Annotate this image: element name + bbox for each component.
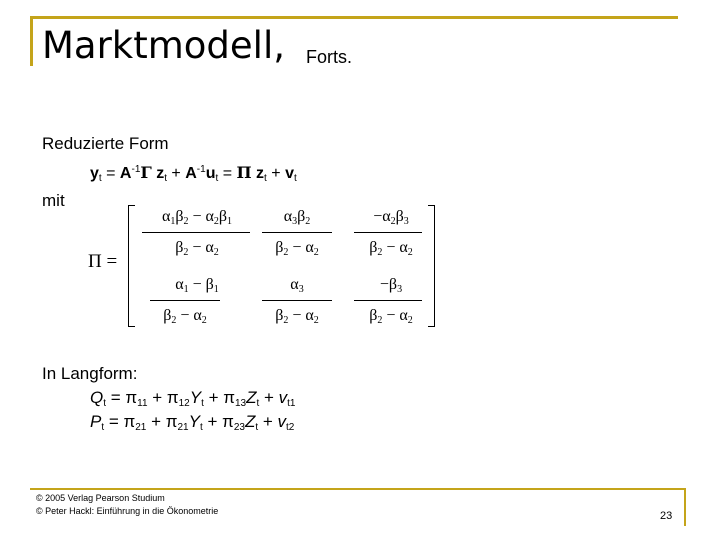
matrix-cell-1-2-denominator: $\beta_2 - \alpha_2$ bbox=[275, 239, 319, 258]
frame-right-line bbox=[684, 488, 686, 526]
frame-bottom-line bbox=[30, 488, 686, 490]
matrix-cell-2-2-numerator: $\alpha_3$ bbox=[290, 276, 304, 295]
matrix-cell-2-3-numerator: $-\beta_3$ bbox=[379, 276, 403, 295]
matrix-cell-2-3-fraction-line bbox=[354, 300, 422, 301]
matrix-cell-1-1-fraction-line bbox=[142, 232, 250, 233]
matrix-cell-1-3-fraction-line bbox=[354, 232, 422, 233]
frame-left-line bbox=[30, 16, 33, 66]
matrix-cell-1-1-numerator: $\alpha_1\beta_2 - \alpha_2\beta_1$ bbox=[161, 208, 233, 227]
reduced-form-label: Reduzierte Form bbox=[42, 134, 169, 153]
footer-copyright-author: © Peter Hackl: Einführung in die Ökonometrie bbox=[36, 506, 219, 516]
slide-title: Marktmodell, bbox=[42, 24, 285, 67]
matrix-cell-1-1-denominator: $\beta_2 - \alpha_2$ bbox=[175, 239, 219, 258]
matrix-cell-1-3-numerator: $-\alpha_2\beta_3$ bbox=[373, 208, 409, 227]
matrix-cell-1-2-fraction-line bbox=[262, 232, 332, 233]
footer-copyright-publisher: © 2005 Verlag Pearson Studium bbox=[36, 493, 165, 503]
slide-subtitle: Forts. bbox=[306, 47, 353, 67]
page-number: 23 bbox=[660, 510, 673, 522]
reduced-form-equation: $y_t = A^{-1}\Gamma$ $z_t + A^{-1}u_t = \Pi$ $z_t + v_t$ bbox=[90, 163, 297, 184]
matrix-cell-2-2-denominator: $\beta_2 - \alpha_2$ bbox=[275, 307, 319, 326]
langform-label: In Langform: bbox=[42, 364, 138, 383]
matrix-cell-2-3-denominator: $\beta_2 - \alpha_2$ bbox=[369, 307, 413, 326]
matrix-cell-1-2-numerator: $\alpha_3\beta_2$ bbox=[283, 208, 311, 227]
frame-top-line bbox=[30, 16, 678, 19]
matrix-cell-2-1-fraction-line bbox=[150, 300, 220, 301]
matrix-cell-2-1-numerator: $\alpha_1 - \beta_1$ bbox=[175, 276, 219, 295]
matrix-cell-2-2-fraction-line bbox=[262, 300, 332, 301]
langform-equation-q: $Q_t = \pi_{11} + \pi_{12}Y_t + \pi_{13}Z_t + v_{t1}$ bbox=[90, 388, 296, 409]
matrix-cell-1-3-denominator: $\beta_2 - \alpha_2$ bbox=[369, 239, 413, 258]
matrix-cell-2-1-denominator: $\beta_2 - \alpha_2$ bbox=[163, 307, 207, 326]
pi-symbol: Π = bbox=[88, 251, 118, 272]
langform-equation-p: $P_t = \pi_{21} + \pi_{21}Y_t + \pi_{23}Z_t + v_{t2}$ bbox=[90, 412, 295, 433]
mit-label: mit bbox=[42, 191, 65, 210]
matrix-left-bracket bbox=[128, 205, 135, 327]
